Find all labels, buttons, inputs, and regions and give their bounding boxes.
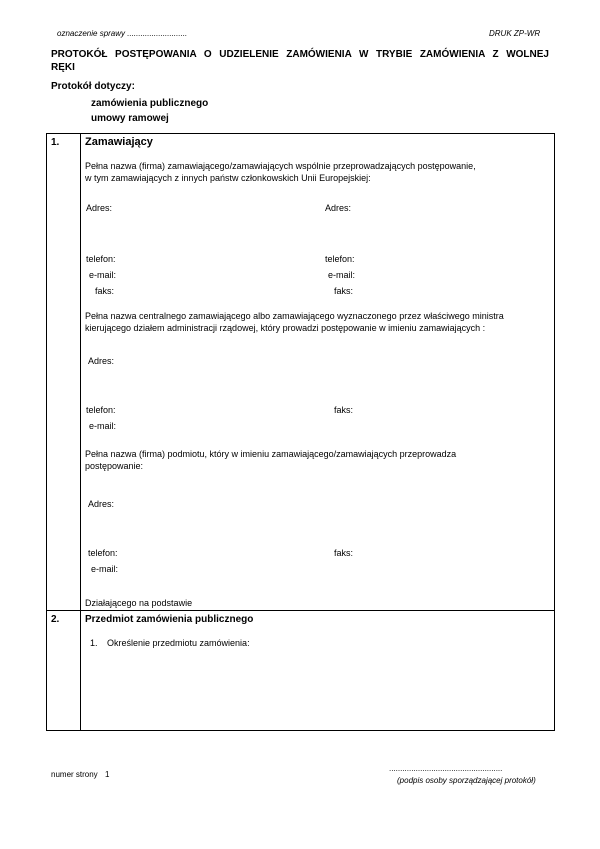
- central-email-label[interactable]: e-mail:: [89, 421, 117, 431]
- contracting-authority-full-name-label-cont: w tym zamawiających z innych państw członkowskich Unii Europejskiej:: [85, 173, 371, 183]
- section1-heading: Zamawiający: [85, 136, 153, 148]
- email-label-left[interactable]: e-mail:: [89, 270, 117, 280]
- address-label-left[interactable]: Adres:: [86, 203, 113, 213]
- subject-of-contract-label[interactable]: Określenie przedmiotu zamówienia:: [107, 638, 250, 648]
- entity-email-label[interactable]: e-mail:: [91, 564, 119, 574]
- page-title-line1: PROTOKÓŁ POSTĘPOWANIA O UDZIELENIE ZAMÓWIENIA W TRYBIE ZAMÓWIENIA Z WOLNEJ: [51, 49, 549, 60]
- entity-phone-label[interactable]: telefon:: [88, 548, 118, 558]
- phone-label-left[interactable]: telefon:: [86, 254, 116, 264]
- form-code: DRUK ZP-WR: [489, 29, 541, 38]
- applies-to-option-public-contract: zamówienia publicznego: [91, 98, 209, 109]
- section-divider: [46, 610, 554, 611]
- applies-to-option-framework-agreement: umowy ramowej: [91, 113, 169, 124]
- central-address-label[interactable]: Adres:: [88, 356, 115, 366]
- table-number-column-divider: [80, 133, 81, 730]
- entity-fax-label[interactable]: faks:: [334, 548, 354, 558]
- central-authority-label: Pełna nazwa centralnego zamawiającego albo zamawiającego wyznaczonego przez właściwego ministra: [85, 311, 504, 321]
- signature-caption: (podpis osoby sporządzającej protokół): [397, 776, 536, 785]
- address-label-right[interactable]: Adres:: [325, 203, 352, 213]
- subject-item-number: 1.: [90, 638, 98, 648]
- phone-label-right[interactable]: telefon:: [325, 254, 355, 264]
- contracting-authority-full-name-label: Pełna nazwa (firma) zamawiającego/zamawiających wspólnie przeprowadzających postępowanie,: [85, 161, 476, 171]
- acting-basis-label[interactable]: Działającego na podstawie: [85, 598, 193, 608]
- email-label-right[interactable]: e-mail:: [328, 270, 356, 280]
- central-authority-label-cont: kierującego działem administracji rządowej, który prowadzi postępowanie w imieniu zamawiających :: [85, 323, 486, 333]
- signature-line[interactable]: ...................................................: [389, 764, 503, 773]
- fax-label-left[interactable]: faks:: [95, 286, 115, 296]
- fax-label-right[interactable]: faks:: [334, 286, 354, 296]
- central-phone-label[interactable]: telefon:: [86, 405, 116, 415]
- section1-number: 1.: [51, 137, 60, 148]
- applies-to-label: Protokół dotyczy:: [51, 81, 135, 92]
- conducting-entity-label-cont: postępowanie:: [85, 461, 144, 471]
- page-title-line2: RĘKI: [51, 62, 75, 73]
- page-number-label: numer strony: [51, 770, 98, 779]
- entity-address-label[interactable]: Adres:: [88, 499, 115, 509]
- conducting-entity-label: Pełna nazwa (firma) podmiotu, który w imieniu zamawiającego/zamawiających przeprowadza: [85, 449, 457, 459]
- section2-number: 2.: [51, 614, 60, 625]
- case-reference: oznaczenie sprawy ...........................: [57, 29, 188, 38]
- central-fax-label[interactable]: faks:: [334, 405, 354, 415]
- page-number: 1: [105, 770, 110, 779]
- section2-heading: Przedmiot zamówienia publicznego: [85, 614, 254, 625]
